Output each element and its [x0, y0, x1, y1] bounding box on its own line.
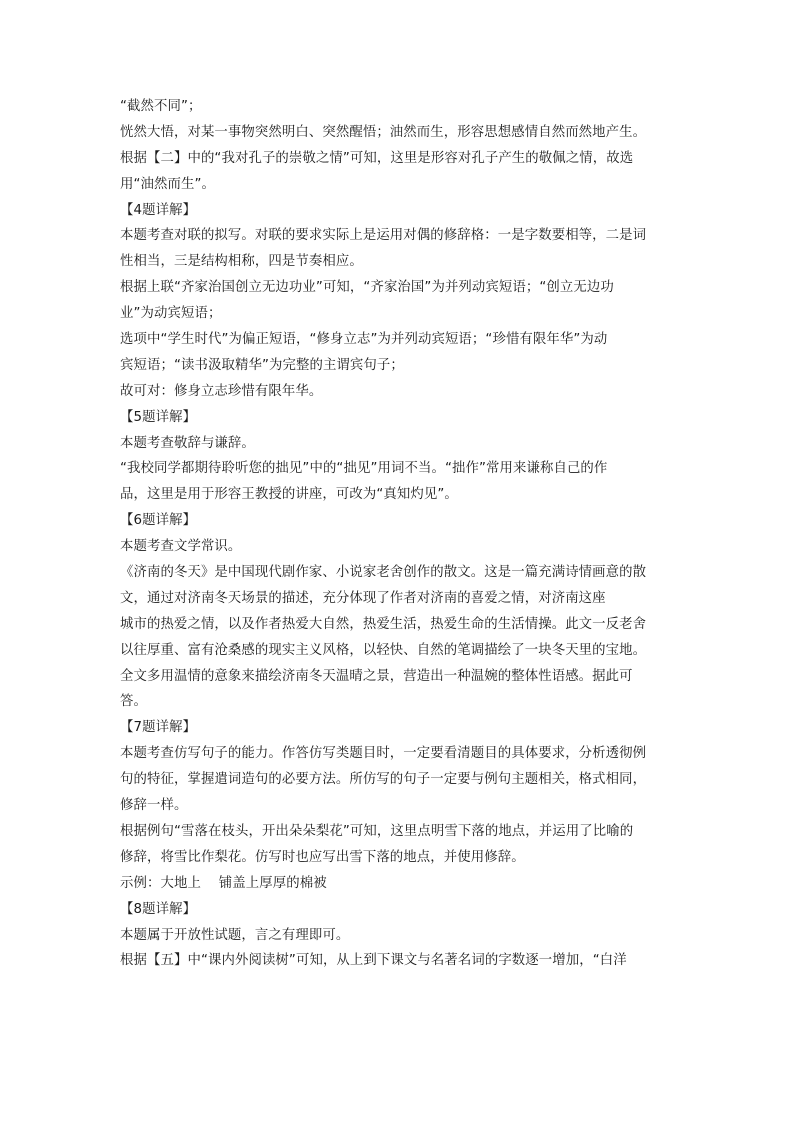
text-line: “截然不同”；: [120, 99, 202, 114]
text-line: 示例：大地上 铺盖上厚厚的棉被: [120, 875, 327, 891]
text-line: 选项中“学生时代”为偏正短语，“修身立志”为并列动宾短语；“珍惜有限年华”为动: [120, 332, 608, 348]
text-line: 文，通过对济南冬天场景的描述，充分体现了作者对济南的喜爱之情，对济南这座: [120, 590, 606, 606]
text-line: 修辞一样。: [120, 798, 188, 814]
text-line: 本题考查敬辞与谦辞。: [120, 435, 255, 451]
section-heading: 【5题详解】: [120, 409, 197, 425]
document-body: [120, 96, 680, 976]
section-heading: 【6题详解】: [120, 513, 197, 529]
text-line: 根据例句“雪落在枝头，开出朵朵梨花”可知，这里点明雪下落的地点，并运用了比喻的: [120, 823, 634, 839]
text-line: 修辞，将雪比作梨花。仿写时也应写出雪下落的地点，并使用修辞。: [120, 849, 525, 865]
text-line: 答。: [120, 694, 147, 710]
text-line: 本题考查仿写句子的能力。作答仿写类题目时，一定要看清题目的具体要求，分析透彻例: [120, 746, 647, 762]
text-line: 句的特征，掌握遣词造句的必要方法。所仿写的句子一定要与例句主题相关，格式相同，: [120, 772, 647, 788]
section-heading: 【8题详解】: [120, 901, 197, 917]
text-line: 根据【二】中的“我对孔子的崇敬之情”可知，这里是形容对孔子产生的敬佩之情，故选: [120, 150, 634, 166]
text-line: 《济南的冬天》是中国现代剧作家、小说家老舍创作的散文。这是一篇充满诗情画意的散: [120, 565, 647, 581]
text-line: 本题属于开放性试题，言之有理即可。: [120, 927, 350, 943]
text-line: 全文多用温情的意象来描绘济南冬天温晴之景，营造出一种温婉的整体性语感。据此可: [120, 668, 633, 684]
section-heading: 【7题详解】: [120, 720, 197, 736]
text-line: 城市的热爱之情，以及作者热爱大自然，热爱生活，热爱生命的生活情操。此文一反老舍: [120, 616, 647, 632]
section-heading: 【4题详解】: [120, 202, 197, 218]
text-line: 业”为动宾短语；: [120, 306, 222, 322]
text-line: 以往厚重、富有沧桑感的现实主义风格，以轻快、自然的笔调描绘了一块冬天里的宝地。: [120, 642, 647, 658]
text-line: 宾短语；“读书汲取精华”为完整的主谓宾句子；: [120, 357, 404, 373]
text-line: 本题考查文学常识。: [120, 539, 242, 555]
text-line: 品，这里是用于形容王教授的讲座，可改为“真知灼见”。: [120, 487, 458, 503]
text-line: 本题考查对联的拟写。对联的要求实际上是运用对偶的修辞格：一是字数要相等，二是词: [120, 228, 647, 244]
text-line: 故可对：修身立志珍惜有限年华。: [120, 383, 323, 399]
text-line: 根据上联“齐家治国创立无边功业”可知，“齐家治国”为并列动宾短语；“创立无边功: [120, 280, 614, 296]
text-line: “我校同学都期待聆听您的拙见”中的“拙见”用词不当。“拙作”常用来谦称自己的作: [120, 461, 608, 477]
text-line: 性相当，三是结构相称，四是节奏相应。: [120, 254, 363, 270]
text-line: 用“油然而生”。: [120, 176, 216, 192]
text-line: 根据【五】中“课内外阅读树”可知，从上到下课文与名著名词的字数逐一增加，“白洋: [120, 953, 627, 969]
text-line: 恍然大悟，对某一事物突然明白、突然醒悟；油然而生，形容思想感情自然而然地产生。: [120, 124, 647, 140]
